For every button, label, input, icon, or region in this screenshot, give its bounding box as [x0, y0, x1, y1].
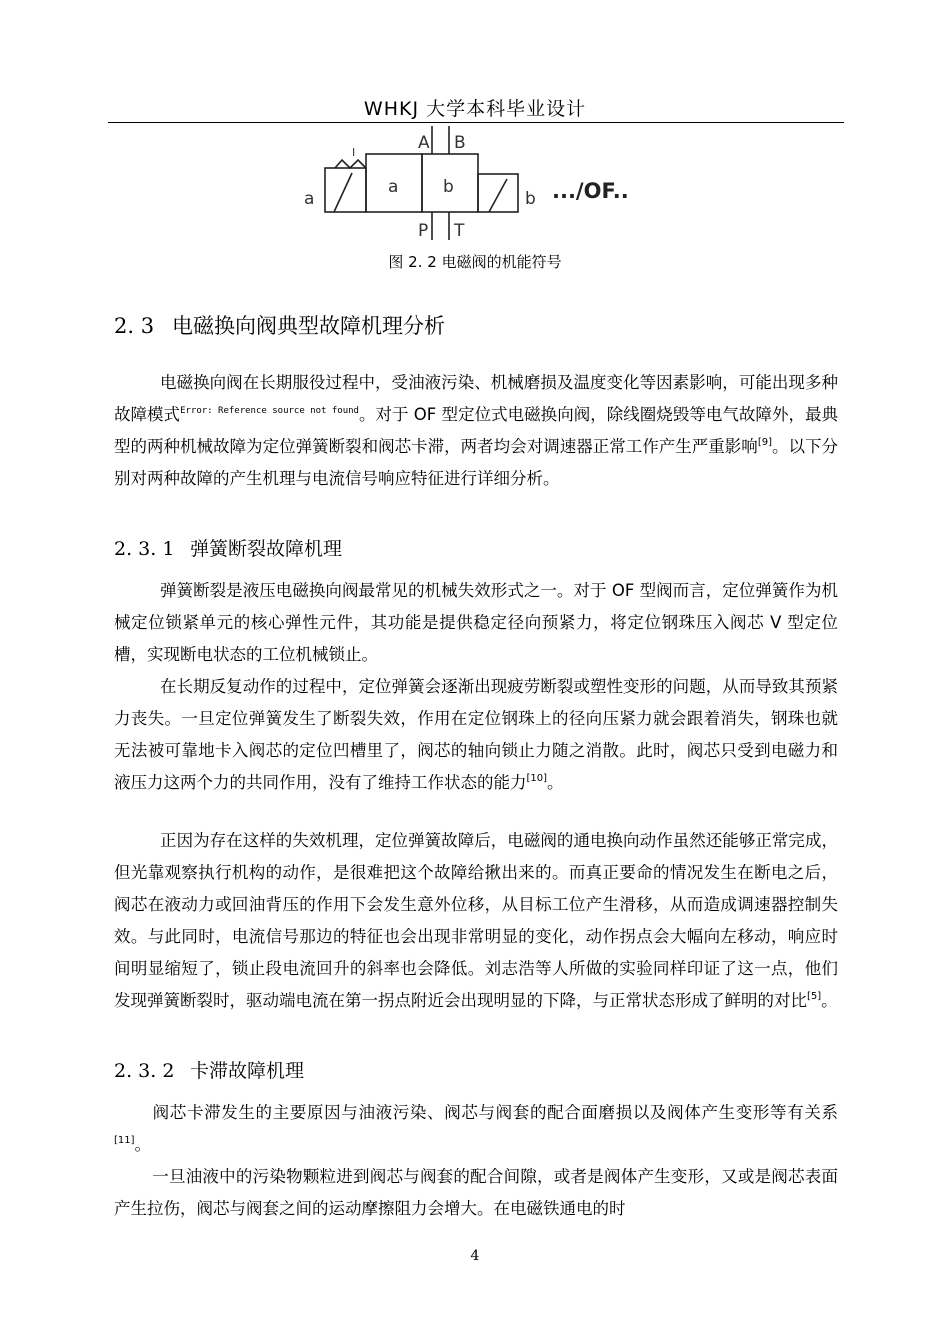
solenoid-right [478, 174, 518, 212]
paragraph-text: 弹簧断裂是液压电磁换向阀最常见的机械失效形式之一。对于 OF 型阀而言，定位弹簧作为机械定位锁紧单元的核心弹性元件，其功能是提供稳定径向预紧力，将定位钢珠压入阀芯 V 型定位槽，实现断电状态的工位机械锁止。 [114, 581, 838, 664]
section-title: 卡滞故障机理 [190, 1060, 305, 1082]
spring-label: I [352, 146, 356, 159]
solenoid-left-diagonal [334, 173, 352, 212]
paragraph-text: 阀芯卡滞发生的主要原因与油液污染、阀芯与阀套的配合面磨损以及阀体产生变形等有关系 [152, 1103, 838, 1122]
section-title: 电磁换向阀典型故障机理分析 [172, 314, 445, 338]
paragraph-2-3-intro [114, 367, 838, 495]
paragraph-2-3-2-b [114, 1161, 838, 1225]
header-rule [108, 122, 844, 123]
paragraph-2-3-1-b [114, 671, 838, 799]
valve-symbol-diagram [290, 126, 660, 244]
solenoid-left [325, 168, 366, 212]
paragraph-text: 。 [547, 773, 564, 792]
section-title: 弹簧断裂故障机理 [190, 538, 343, 560]
port-label-B: B [454, 133, 466, 153]
citation: [5] [807, 991, 822, 1002]
paragraph-2-3-1-c [114, 825, 838, 1017]
reference-error: Error: Reference source not found [180, 406, 359, 416]
paragraph-text: 在长期反复动作的过程中，定位弹簧会逐渐出现疲劳断裂或塑性变形的问题，从而导致其预紧力丧失。一旦定位弹簧发生了断裂失效，作用在定位钢珠上的径向压紧力就会跟着消失，钢珠也就无法被可靠地卡入阀芯的定位凹槽里了，阀芯的轴向锁止力随之消散。此时，阀芯只受到电磁力和液压力这两个力的共同作用，没有了维持工作状态的能力 [114, 677, 838, 792]
solenoid-label-a: a [304, 189, 315, 209]
running-header: WHKJ 大学本科毕业设计 [363, 98, 587, 120]
section-number: 2. 3. 1 [114, 538, 175, 560]
paragraph-text: 。 [821, 991, 838, 1010]
figure-caption: 图 2. 2 电磁阀的机能符号 [388, 253, 562, 271]
position-label-a: a [388, 177, 399, 197]
port-label-P: P [418, 221, 429, 241]
position-label-b: b [443, 177, 454, 197]
port-label-T: T [454, 221, 465, 241]
section-heading-2-3 [114, 310, 445, 340]
solenoid-label-b: b [525, 189, 536, 209]
paragraph-text: 。以下分别对两种故障的产生机理与电流信号响应特征进行详细分析。 [114, 437, 839, 488]
paragraph-text: 电磁换向阀在长期服役过程中，受油液污染、机械磨损及温度变化等因素影响，可能出现多种故障模式 [114, 373, 838, 424]
citation: [11] [114, 1135, 135, 1146]
citation: [10] [526, 773, 548, 784]
section-heading-2-3-2 [114, 1056, 304, 1083]
paragraph-2-3-2-a [114, 1097, 838, 1161]
paragraph-text: 一旦油液中的污染物颗粒进到阀芯与阀套的配合间隙，或者是阀体产生变形，又或是阀芯表面产生拉伤，阀芯与阀套之间的运动摩擦阻力会增大。在电磁铁通电的时 [114, 1167, 838, 1218]
section-heading-2-3-1 [114, 534, 342, 561]
section-number: 2. 3 [114, 314, 155, 338]
page-number: 4 [470, 1248, 480, 1264]
section-number: 2. 3. 2 [114, 1060, 175, 1082]
spring-zigzag [335, 160, 366, 168]
valve-symbol-figure [290, 126, 660, 244]
port-label-A: A [418, 133, 430, 153]
solenoid-right-diagonal [489, 179, 507, 212]
paragraph-text: 正因为存在这样的失效机理，定位弹簧故障后，电磁阀的通电换向动作虽然还能够正常完成，但光靠观察执行机构的动作，是很难把这个故障给揪出来的。而真正要命的情况发生在断电之后，阀芯在液动力或回油背压的作用下会发生意外位移，从目标工位产生滑移，从而造成调速器控制失效。与此同时，电流信号那边的特征也会出现非常明显的变化，动作拐点会大幅向左移动，响应时间明显缩短了，锁止段电流回升的斜率也会降低。刘志浩等人所做的实验同样印证了这一点，他们发现弹簧断裂时，驱动端电流在第一拐点附近会出现明显的下降，与正常状态形成了鲜明的对比 [114, 831, 838, 1010]
type-suffix-label: .../OF.. [552, 179, 629, 203]
citation: [9] [757, 437, 772, 448]
paragraph-text: 。对于 OF 型定位式电磁换向阀，除线圈烧毁等电气故障外，最典型的两种机械故障为定位弹簧断裂和阀芯卡滞，两者均会对调速器正常工作产生严重影响 [114, 405, 838, 456]
paragraph-2-3-1-a [114, 575, 838, 671]
paragraph-text: 。 [134, 1135, 152, 1154]
